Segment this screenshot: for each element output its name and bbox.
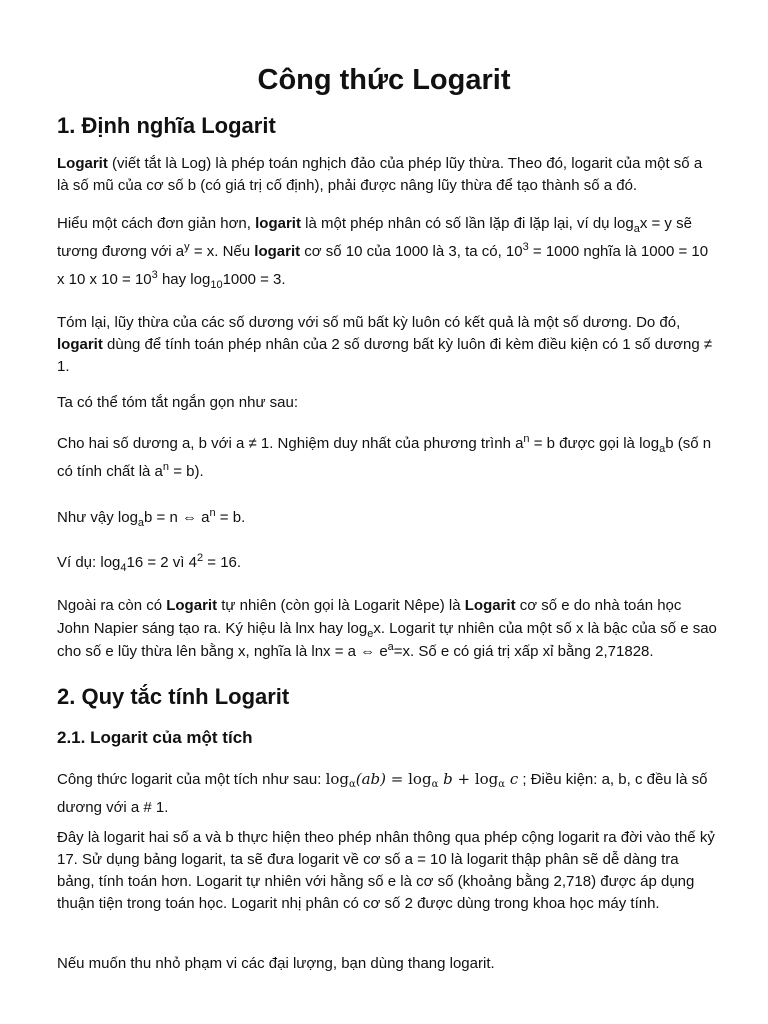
section-1-heading: 1. Định nghĩa Logarit: [57, 113, 276, 138]
product-rule-paragraph: Công thức logarit của một tích như sau: $\log_\alpha(ab) = \log_\alpha b + \log_\alpha c$ ; Điều kiện: a, b, c đều là số dương với a # 1.: [57, 770, 708, 816]
section-2-heading: 2. Quy tắc tính Logarit: [57, 684, 290, 709]
bold-term: Logarit: [57, 155, 108, 172]
definition-statement: Cho hai số dương a, b với a ≠ 1. Nghiệm duy nhất của phương trình $a^n = b$ được gọi là $\log_ab$ (số n có tính chất là $a^n = b$).: [57, 433, 712, 480]
subsection-2-1-heading: 2.1. Logarit của một tích: [57, 728, 253, 747]
scale-paragraph: Nếu muốn thu nhỏ phạm vi các đại lượng, bạn dùng thang logarit.: [57, 955, 495, 972]
natural-log-paragraph: Ngoài ra còn có Logarit tự nhiên (còn gọi là Logarit Nêpe) là Logarit cơ số e do nhà toán học John Napier sáng tạo ra. Ký hiệu là lnx hay $\log_ex$. Logarit tự nhiên của một số x là bậc của số e sao cho số e lũy thừa lên bằng x, nghĩa là lnx = a ⇔ $e^a=x$. Số e có giá trị xấp xỉ bằng 2,71828.: [57, 597, 717, 660]
example-line: Ví dụ: $\log_416 = 2$ vì $4^2 = 16$.: [57, 552, 242, 574]
summary-paragraph: Tóm lại, lũy thừa của các số dương với số mũ bất kỳ luôn có kết quả là một số dương. Do đó, logarit dùng để tính toán phép nhân của 2 số dương bất kỳ luôn đi kèm điều kiện có 1 số dương ≠ 1.: [57, 314, 713, 375]
summary-intro: Ta có thể tóm tắt ngắn gọn như sau:: [57, 394, 299, 411]
equivalence-line: Như vậy $\log_ab = n$ ⇔ $a^n = b$.: [57, 507, 246, 529]
history-paragraph: Đây là logarit hai số a và b thực hiện theo phép nhân thông qua phép cộng logarit ra đời vào thế kỷ 17. Sử dụng bảng logarit, ta sẽ đưa logarit về cơ số a = 10 là logarit thập phân sẽ dễ dàng tra bảng, tính toán hơn. Logarit tự nhiên với hằng số e là cơ số (khoảng bằng 2,718) được áp dụng thuận tiện trong toán học. Logarit nhị phân có cơ số 2 được dùng trong khoa học máy tính.: [57, 829, 715, 912]
definition-paragraph: Logarit (viết tắt là Log) là phép toán nghịch đảo của phép lũy thừa. Theo đó, logarit của một số a là số mũ của cơ số b (có giá trị cố định), phải được nâng lũy thừa để tạo thành số a đó.: [57, 155, 703, 194]
page-title: Công thức Logarit: [257, 64, 511, 96]
explanation-paragraph: Hiểu một cách đơn giản hơn, logarit là một phép nhân có số lần lặp đi lặp lại, ví dụ $\log_ax = y$ sẽ tương đương với $a^y = x$. Nếu logarit cơ số 10 của 1000 là 3, ta có, $10^3 = 1000$ nghĩa là 1000 = 10 x 10 x $10 = 10^3$ hay $\log_{10}1000 = 3$.: [57, 215, 709, 291]
product-rule-formula: $\log_\alpha(ab) = \log_\alpha b + \log_\alpha c$: [325, 770, 519, 790]
